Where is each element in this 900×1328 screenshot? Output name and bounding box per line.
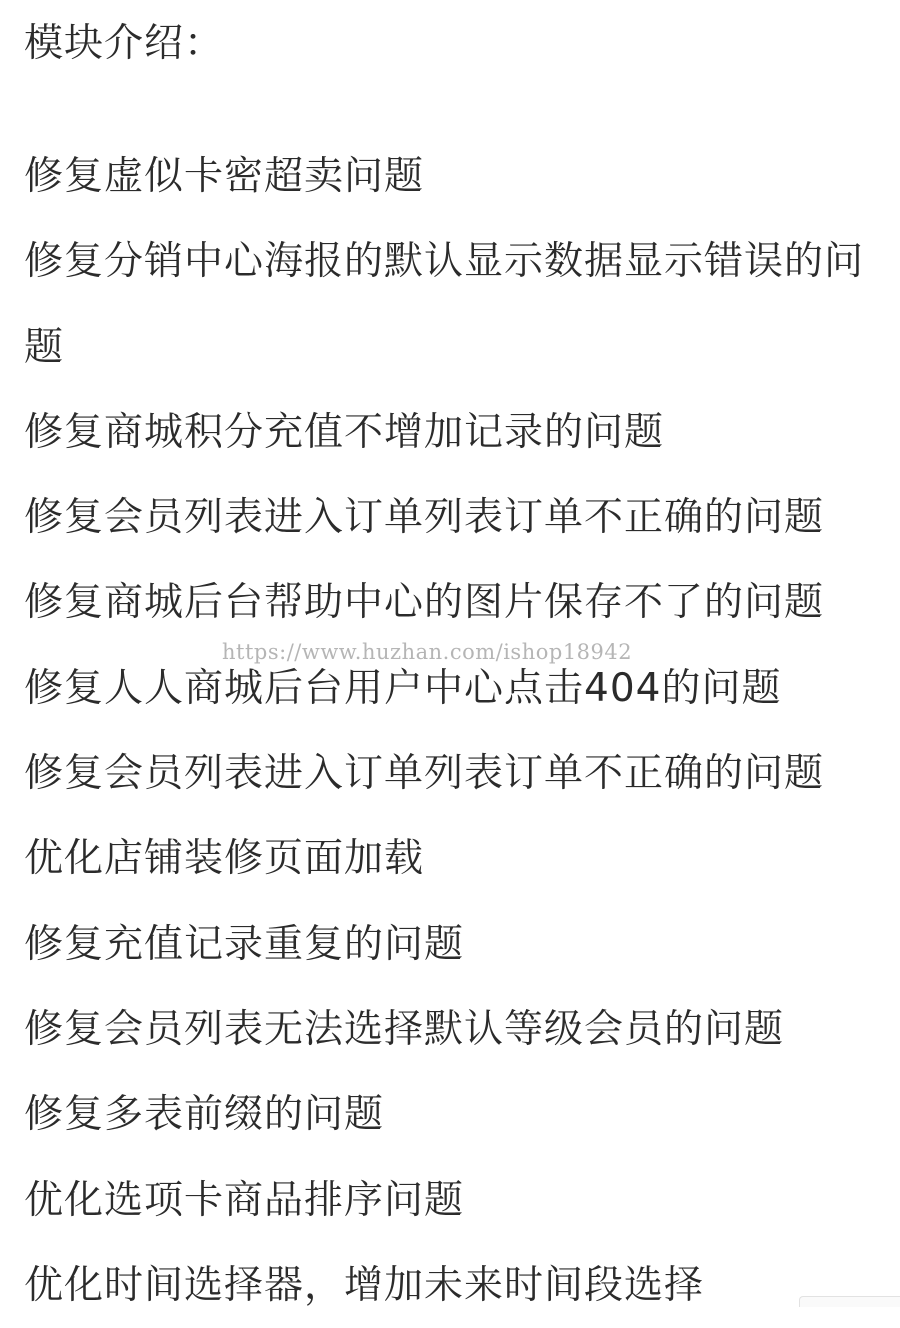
list-item: 修复充值记录重复的问题 <box>24 921 465 967</box>
list-item: 修复分销中心海报的默认显示数据显示错误的问题 <box>24 239 865 370</box>
list-item: 修复会员列表进入订单列表订单不正确的问题 <box>24 751 825 797</box>
list-item: 修复商城后台帮助中心的图片保存不了的问题 <box>24 580 825 626</box>
corner-fragment <box>799 1296 900 1307</box>
list-item: 修复会员列表无法选择默认等级会员的问题 <box>24 1006 785 1052</box>
list-item: 优化店铺装修页面加载 <box>24 836 425 882</box>
watermark-url: https://www.huzhan.com/ishop18942 <box>222 640 633 664</box>
section-heading: 模块介绍： <box>24 21 225 66</box>
list-item: 修复虚似卡密超卖问题 <box>24 154 425 199</box>
list-item: 优化时间选择器，增加未来时间段选择 <box>24 1262 705 1308</box>
list-item: 优化选项卡商品排序问题 <box>24 1177 465 1223</box>
changelog-list <box>24 134 884 1328</box>
list-item: 修复人人商城后台用户中心点击404的问题 <box>24 665 782 711</box>
list-item: 修复会员列表进入订单列表订单不正确的问题 <box>24 495 825 541</box>
list-item: 修复多表前缀的问题 <box>24 1092 385 1138</box>
list-item: 修复商城积分充值不增加记录的问题 <box>24 409 665 455</box>
